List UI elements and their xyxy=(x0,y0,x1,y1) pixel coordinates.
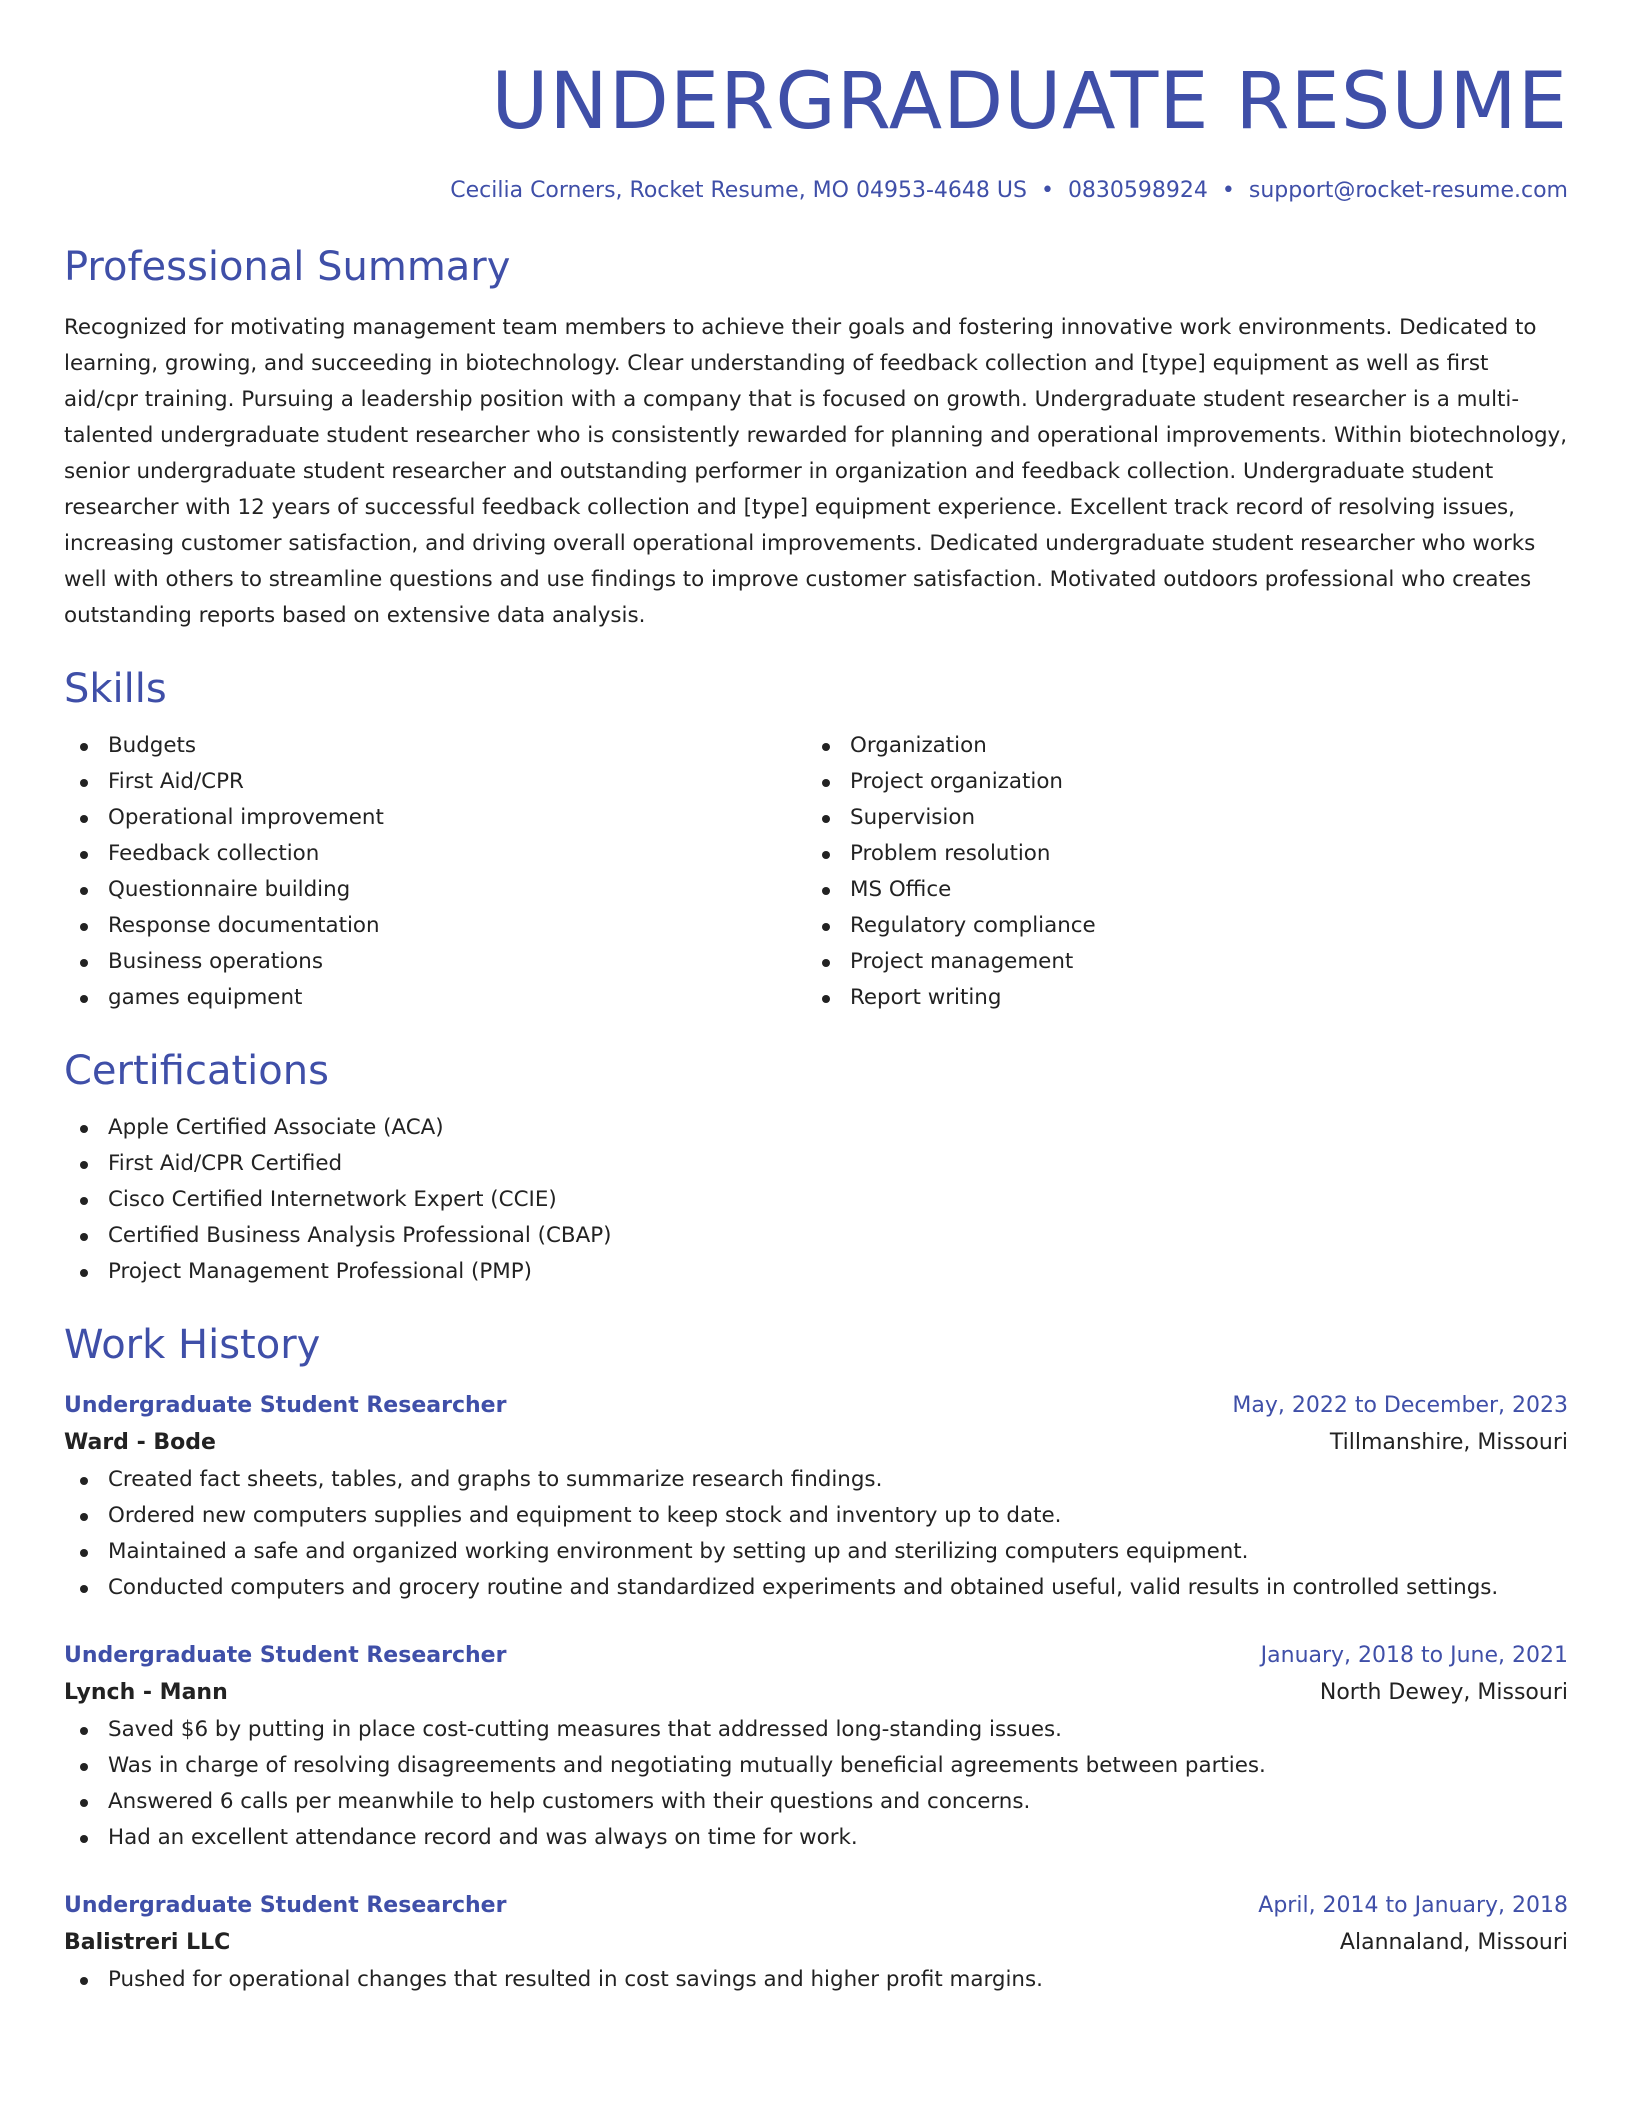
work-history-heading: Work History xyxy=(64,1322,321,1368)
job-location: Alannaland, Missouri xyxy=(1339,1930,1568,1955)
job-duties-list xyxy=(64,1962,1568,1998)
job-title: Undergraduate Student Researcher xyxy=(64,1643,507,1668)
job-duties-list xyxy=(64,1712,1568,1856)
certification-item: Apple Certified Associate (ACA) xyxy=(64,1110,1568,1146)
job-header xyxy=(64,1388,1568,1424)
job-title: Undergraduate Student Researcher xyxy=(64,1393,507,1418)
skill-item: MS Office xyxy=(806,872,1548,908)
skills-heading: Skills xyxy=(64,666,167,712)
job-duty: Maintained a safe and organized working environment by setting up and sterilizing computers equipment. xyxy=(64,1534,1568,1570)
contact-separator: • xyxy=(1040,178,1054,203)
certification-item: Project Management Professional (PMP) xyxy=(64,1254,1568,1290)
job-company: Lynch - Mann xyxy=(64,1680,228,1705)
job-duty: Was in charge of resolving disagreements and negotiating mutually beneficial agreements between parties. xyxy=(64,1748,1568,1784)
job-subheader xyxy=(64,1924,1568,1962)
skills-grid xyxy=(64,728,1568,1016)
resume-page xyxy=(64,0,1568,1998)
certification-item: Cisco Certified Internetwork Expert (CCIE) xyxy=(64,1182,1568,1218)
job-header xyxy=(64,1888,1568,1924)
job-entry xyxy=(64,1638,1568,1856)
job-dates: April, 2014 to January, 2018 xyxy=(1258,1893,1568,1918)
skill-item: Business operations xyxy=(64,944,806,980)
resume-title: UNDERGRADUATE RESUME xyxy=(491,57,1568,147)
contact-email[interactable]: support@rocket-resume.com xyxy=(1248,178,1568,203)
certifications-section xyxy=(64,1046,1568,1290)
skill-item: Project management xyxy=(806,944,1548,980)
skill-item: First Aid/CPR xyxy=(64,764,806,800)
work-history-section xyxy=(64,1320,1568,1998)
skills-section xyxy=(64,664,1568,1016)
job-duty: Had an excellent attendance record and was always on time for work. xyxy=(64,1820,1568,1856)
job-subheader xyxy=(64,1424,1568,1462)
job-entry xyxy=(64,1388,1568,1606)
skill-item: Response documentation xyxy=(64,908,806,944)
job-duty: Answered 6 calls per meanwhile to help customers with their questions and concerns. xyxy=(64,1784,1568,1820)
job-entry xyxy=(64,1888,1568,1998)
skill-item: Budgets xyxy=(64,728,806,764)
summary-text: Recognized for motivating management team members to achieve their goals and fostering innovative work environments. Dedicated to learning, growing, and succeeding in biotechnology. Clear understanding of feedback collection and [type] equipment as well as first aid/cpr training. Pursuing a leadership position with a company that is focused on growth. Undergraduate student researcher is a multi-talented undergraduate student researcher who is consistently rewarded for planning and operational improvements. Within biotechnology, senior undergraduate student researcher and outstanding performer in organization and feedback collection. Undergraduate student researcher with 12 years of successful feedback collection and [type] equipment experience. Excellent track record of resolving issues, increasing customer satisfaction, and driving overall operational improvements. Dedicated undergraduate student researcher who works well with others to streamline questions and use findings to improve customer satisfaction. Motivated outdoors professional who creates outstanding reports based on extensive data analysis. xyxy=(64,315,1568,628)
contact-separator: • xyxy=(1221,178,1235,203)
job-location: Tillmanshire, Missouri xyxy=(1329,1430,1568,1455)
job-location: North Dewey, Missouri xyxy=(1319,1680,1568,1705)
contact-address: Cecilia Corners, Rocket Resume, MO 04953-4648 US xyxy=(450,178,1027,203)
job-duty: Ordered new computers supplies and equipment to keep stock and inventory up to date. xyxy=(64,1498,1568,1534)
contact-phone[interactable]: 0830598924 xyxy=(1067,178,1208,203)
job-duty: Saved $6 by putting in place cost-cutting measures that addressed long-standing issues. xyxy=(64,1712,1568,1748)
skill-item: Problem resolution xyxy=(806,836,1548,872)
contact-line xyxy=(64,176,1568,206)
certifications-list xyxy=(64,1110,1568,1290)
skill-item: Regulatory compliance xyxy=(806,908,1548,944)
job-subheader xyxy=(64,1674,1568,1712)
skill-item: Organization xyxy=(806,728,1548,764)
job-dates: May, 2022 to December, 2023 xyxy=(1232,1393,1568,1418)
job-dates: January, 2018 to June, 2021 xyxy=(1260,1643,1568,1668)
skill-item: Report writing xyxy=(806,980,1548,1016)
job-duty: Conducted computers and grocery routine and standardized experiments and obtained useful, valid results in controlled settings. xyxy=(64,1570,1568,1606)
certifications-heading: Certifications xyxy=(64,1048,329,1094)
job-title: Undergraduate Student Researcher xyxy=(64,1893,507,1918)
job-duty: Pushed for operational changes that resulted in cost savings and higher profit margins. xyxy=(64,1962,1568,1998)
skill-item: games equipment xyxy=(64,980,806,1016)
summary-section xyxy=(64,242,1568,634)
job-header xyxy=(64,1638,1568,1674)
job-company: Balistreri LLC xyxy=(64,1930,231,1955)
job-duties-list xyxy=(64,1462,1568,1606)
job-company: Ward - Bode xyxy=(64,1430,216,1455)
skill-item: Project organization xyxy=(806,764,1548,800)
skills-list-right xyxy=(806,728,1548,1016)
skill-item: Operational improvement xyxy=(64,800,806,836)
summary-heading: Professional Summary xyxy=(64,244,511,290)
skill-item: Feedback collection xyxy=(64,836,806,872)
certification-item: First Aid/CPR Certified xyxy=(64,1146,1568,1182)
skills-list-left xyxy=(64,728,806,1016)
skill-item: Questionnaire building xyxy=(64,872,806,908)
certification-item: Certified Business Analysis Professional (CBAP) xyxy=(64,1218,1568,1254)
skill-item: Supervision xyxy=(806,800,1548,836)
job-duty: Created fact sheets, tables, and graphs to summarize research findings. xyxy=(64,1462,1568,1498)
